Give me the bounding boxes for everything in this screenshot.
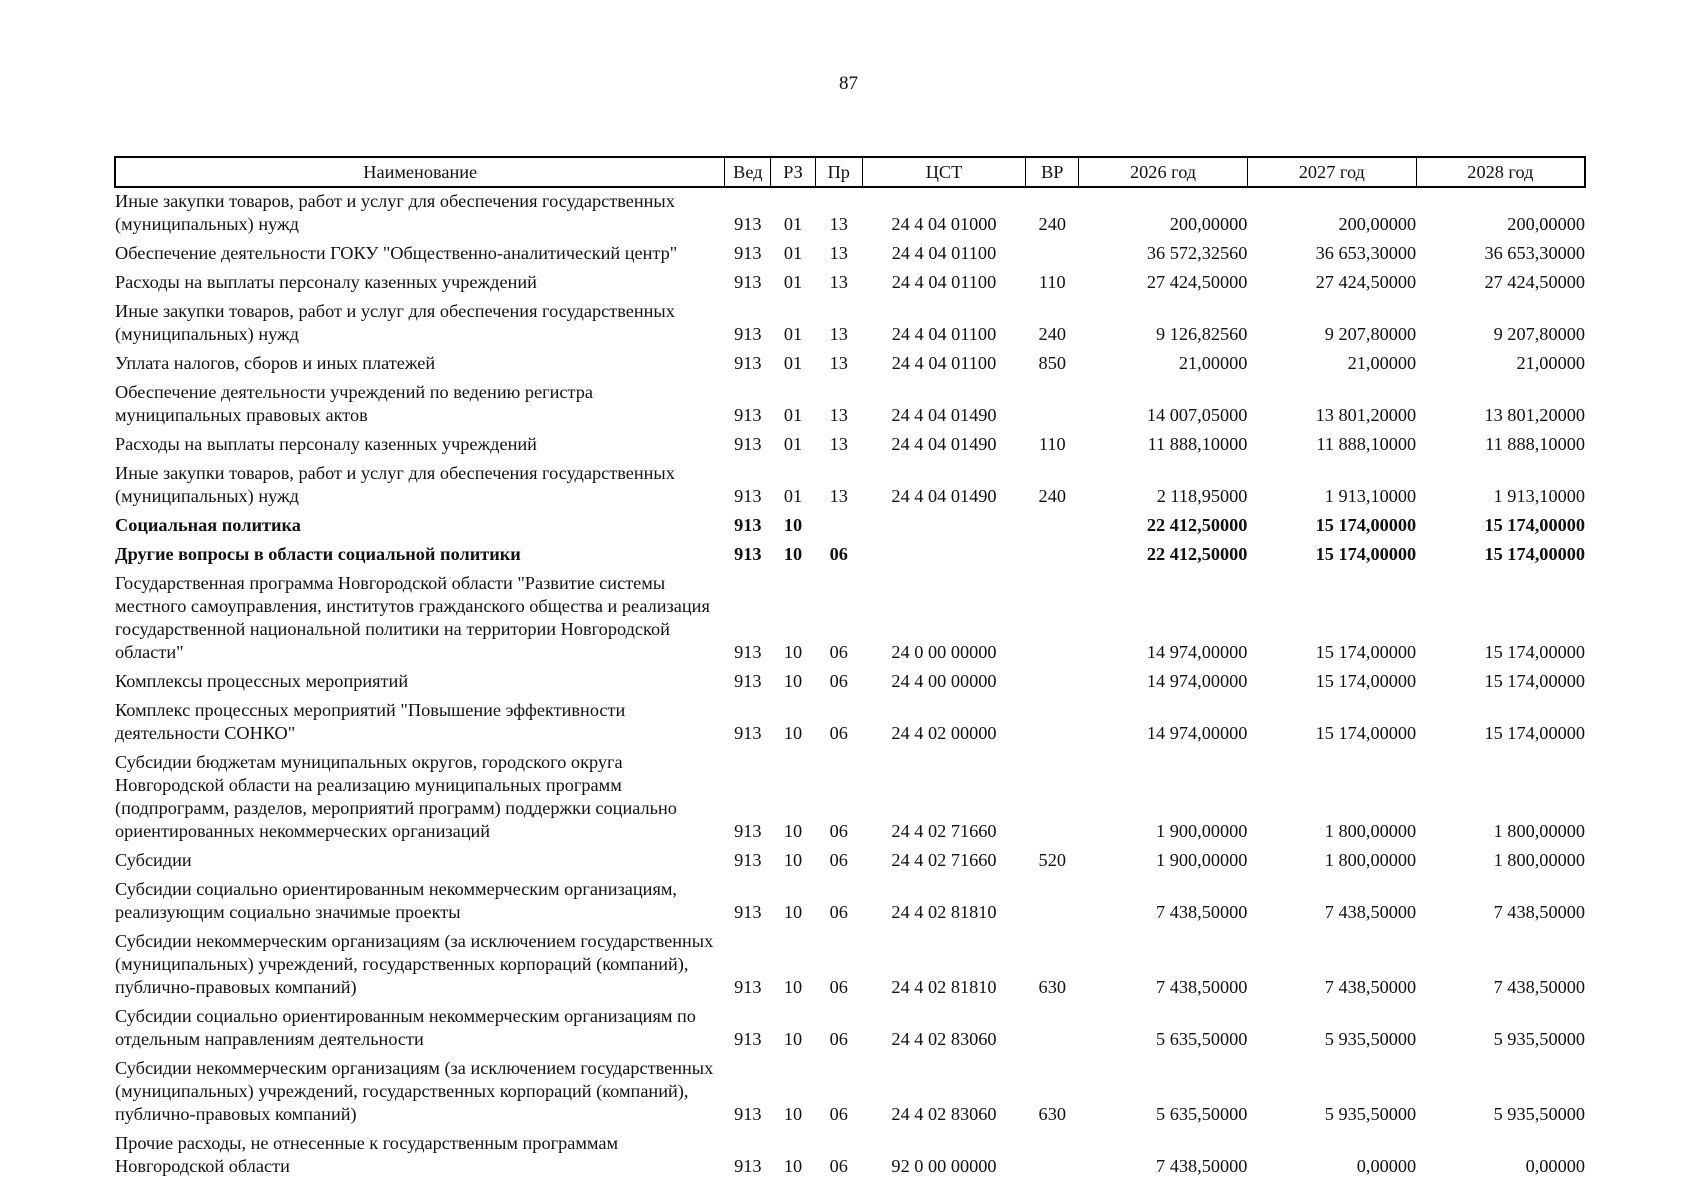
- table-header-row: [115, 157, 1585, 187]
- cell-2028: 21,00000: [1516, 353, 1585, 373]
- cell-rz: 01: [783, 272, 803, 292]
- table-row: [115, 265, 1585, 294]
- cell-2026: 22 412,50000: [1146, 515, 1248, 535]
- table-row: [115, 1051, 1585, 1126]
- cell-name: Комплекс процессных мероприятий "Повышение эффективности деятельности СОНКО": [115, 700, 626, 743]
- cell-ved: 913: [734, 214, 762, 234]
- cell-2028: 0,00000: [1525, 1156, 1585, 1176]
- cell-rz: 01: [783, 324, 803, 344]
- table-row: [115, 843, 1585, 872]
- table-row: [115, 187, 1585, 236]
- cell-pr: 13: [829, 405, 848, 425]
- cell-2028: 7 438,50000: [1493, 902, 1585, 922]
- header-2028: 2028 год: [1416, 157, 1585, 187]
- cell-vr: [1026, 999, 1079, 1051]
- header-cst: ЦСТ: [862, 157, 1026, 187]
- table-row: [115, 236, 1585, 265]
- cell-2027: 15 174,00000: [1315, 515, 1417, 535]
- table-row: [115, 999, 1585, 1051]
- cell-ved: 913: [734, 544, 762, 564]
- cell-vr: [1026, 566, 1079, 664]
- cell-vr: 520: [1038, 850, 1066, 870]
- cell-pr: 06: [829, 977, 848, 997]
- cell-rz: 10: [783, 515, 803, 535]
- cell-2027: 7 438,50000: [1324, 902, 1417, 922]
- table-row: [115, 294, 1585, 346]
- cell-vr: [1026, 508, 1079, 537]
- cell-2028: 7 438,50000: [1493, 977, 1585, 997]
- cell-2026: 14 974,00000: [1146, 671, 1248, 691]
- cell-cst: [862, 508, 1026, 537]
- cell-2027: 15 174,00000: [1315, 544, 1417, 564]
- cell-pr: 06: [829, 821, 848, 841]
- cell-rz: 10: [783, 642, 803, 662]
- cell-rz: 10: [783, 977, 803, 997]
- cell-rz: 10: [783, 821, 803, 841]
- cell-name: Социальная политика: [115, 515, 301, 535]
- cell-2026: 14 974,00000: [1146, 723, 1248, 743]
- cell-2028: 15 174,00000: [1484, 544, 1585, 564]
- cell-2028: 27 424,50000: [1484, 272, 1585, 292]
- cell-pr: 06: [829, 850, 848, 870]
- table-row: [115, 693, 1585, 745]
- cell-name: Расходы на выплаты персоналу казенных учреждений: [115, 434, 537, 454]
- cell-cst: [862, 537, 1026, 566]
- cell-ved: 913: [734, 821, 762, 841]
- cell-name: Субсидии некоммерческим организациям (за исключением государственных (муниципальных) учреждений, государственных корпораций (компаний), публично-правовых компаний): [115, 931, 714, 997]
- cell-cst: 24 4 04 01000: [891, 214, 997, 234]
- cell-cst: 24 4 02 71660: [891, 821, 997, 841]
- cell-pr: 13: [829, 324, 848, 344]
- cell-cst: 24 4 02 83060: [891, 1029, 997, 1049]
- cell-name: Обеспечение деятельности учреждений по ведению регистра муниципальных правовых актов: [115, 382, 593, 425]
- cell-ved: 913: [734, 486, 762, 506]
- page-number: 87: [839, 73, 858, 94]
- cell-pr: 06: [829, 671, 848, 691]
- cell-2028: 15 174,00000: [1484, 723, 1585, 743]
- cell-2028: 5 935,50000: [1493, 1029, 1585, 1049]
- cell-cst: 24 4 04 01490: [891, 405, 997, 425]
- cell-vr: 240: [1038, 214, 1066, 234]
- cell-cst: 24 4 04 01490: [891, 434, 997, 454]
- table-row: [115, 537, 1585, 566]
- cell-2027: 7 438,50000: [1324, 977, 1417, 997]
- cell-2026: 14 974,00000: [1146, 642, 1248, 662]
- cell-ved: 913: [734, 434, 762, 454]
- table-row: [115, 745, 1585, 843]
- cell-rz: 01: [783, 214, 803, 234]
- cell-2026: 7 438,50000: [1156, 977, 1248, 997]
- cell-vr: 110: [1038, 272, 1066, 292]
- cell-pr: 06: [829, 1156, 848, 1176]
- cell-name: Субсидии некоммерческим организациям (за исключением государственных (муниципальных) учреждений, государственных корпораций (компаний), публично-правовых компаний): [115, 1058, 714, 1124]
- cell-2026: 2 118,95000: [1156, 486, 1248, 506]
- cell-cst: 92 0 00 00000: [891, 1156, 997, 1176]
- cell-vr: 850: [1038, 353, 1066, 373]
- cell-2026: 200,00000: [1169, 214, 1248, 234]
- cell-ved: 913: [734, 642, 762, 662]
- cell-2028: 1 800,00000: [1493, 821, 1585, 841]
- header-rz: РЗ: [771, 157, 816, 187]
- cell-2026: 14 007,05000: [1146, 405, 1248, 425]
- cell-name: Комплексы процессных мероприятий: [115, 671, 409, 691]
- cell-name: Иные закупки товаров, работ и услуг для обеспечения государственных (муниципальных) нужд: [115, 301, 675, 344]
- cell-name: Субсидии бюджетам муниципальных округов, городского округа Новгородской области на реализацию муниципальных программ (подпрограмм, разделов, мероприятий программ) поддержки социально ориентированных некоммерческих организаций: [115, 752, 677, 841]
- cell-2027: 21,00000: [1347, 353, 1417, 373]
- cell-pr: 06: [829, 1104, 848, 1124]
- table-row: [115, 375, 1585, 427]
- cell-ved: 913: [734, 243, 762, 263]
- cell-2027: 0,00000: [1356, 1156, 1417, 1176]
- cell-vr: [1026, 664, 1079, 693]
- cell-cst: 24 4 02 81810: [891, 902, 997, 922]
- budget-table: [114, 156, 1586, 1178]
- cell-rz: 10: [783, 1156, 803, 1176]
- cell-2028: 15 174,00000: [1484, 642, 1585, 662]
- cell-ved: 913: [734, 902, 762, 922]
- cell-pr: [815, 508, 862, 537]
- cell-2028: 36 653,30000: [1484, 243, 1585, 263]
- table-row: [115, 508, 1585, 537]
- cell-2027: 5 935,50000: [1324, 1029, 1417, 1049]
- cell-2027: 200,00000: [1338, 214, 1417, 234]
- cell-rz: 01: [783, 243, 803, 263]
- cell-2027: 5 935,50000: [1324, 1104, 1417, 1124]
- cell-cst: 24 4 04 01100: [891, 353, 997, 373]
- cell-vr: 630: [1038, 1104, 1066, 1124]
- cell-2026: 22 412,50000: [1146, 544, 1248, 564]
- cell-cst: 24 4 02 71660: [891, 850, 997, 870]
- cell-vr: 240: [1038, 486, 1066, 506]
- cell-name: Субсидии: [115, 850, 192, 870]
- header-pr: Пр: [815, 157, 862, 187]
- cell-2028: 15 174,00000: [1484, 671, 1585, 691]
- header-name: Наименование: [115, 157, 725, 187]
- cell-vr: [1026, 693, 1079, 745]
- cell-2026: 11 888,10000: [1147, 434, 1248, 454]
- cell-2026: 21,00000: [1178, 353, 1248, 373]
- cell-cst: 24 0 00 00000: [891, 642, 997, 662]
- budget-table-container: [114, 156, 1586, 1178]
- cell-name: Субсидии социально ориентированным некоммерческим организациям, реализующим социально значимые проекты: [115, 879, 678, 922]
- cell-ved: 913: [734, 723, 762, 743]
- cell-rz: 01: [783, 353, 803, 373]
- cell-vr: [1026, 1126, 1079, 1178]
- cell-2028: 9 207,80000: [1493, 324, 1585, 344]
- cell-cst: 24 4 02 00000: [891, 723, 997, 743]
- cell-rz: 10: [783, 850, 803, 870]
- cell-rz: 10: [783, 1029, 803, 1049]
- cell-cst: 24 4 04 01100: [891, 324, 997, 344]
- cell-rz: 01: [783, 486, 803, 506]
- cell-name: Иные закупки товаров, работ и услуг для обеспечения государственных (муниципальных) нужд: [115, 191, 675, 234]
- cell-2028: 1 913,10000: [1493, 486, 1585, 506]
- cell-2026: 7 438,50000: [1156, 902, 1248, 922]
- cell-pr: 13: [829, 272, 848, 292]
- cell-ved: 913: [734, 1029, 762, 1049]
- cell-rz: 01: [783, 405, 803, 425]
- cell-pr: 13: [829, 486, 848, 506]
- cell-2028: 13 801,20000: [1484, 405, 1585, 425]
- cell-name: Прочие расходы, не отнесенные к государственным программам Новгородской области: [115, 1133, 619, 1176]
- cell-2028: 200,00000: [1507, 214, 1585, 234]
- table-row: [115, 664, 1585, 693]
- cell-vr: [1026, 236, 1079, 265]
- cell-name: Обеспечение деятельности ГОКУ "Общественно-аналитический центр": [115, 243, 678, 263]
- header-vr: ВР: [1026, 157, 1079, 187]
- cell-2027: 11 888,10000: [1316, 434, 1417, 454]
- cell-2026: 27 424,50000: [1146, 272, 1248, 292]
- cell-pr: 06: [829, 902, 848, 922]
- cell-pr: 06: [829, 723, 848, 743]
- table-row: [115, 1126, 1585, 1178]
- cell-ved: 913: [734, 1156, 762, 1176]
- cell-ved: 913: [734, 405, 762, 425]
- cell-vr: 240: [1038, 324, 1066, 344]
- cell-rz: 01: [783, 434, 803, 454]
- cell-pr: 13: [829, 214, 848, 234]
- cell-2027: 27 424,50000: [1315, 272, 1417, 292]
- cell-name: Расходы на выплаты персоналу казенных учреждений: [115, 272, 537, 292]
- cell-ved: 913: [734, 324, 762, 344]
- cell-cst: 24 4 00 00000: [891, 671, 997, 691]
- cell-cst: 24 4 02 81810: [891, 977, 997, 997]
- cell-2026: 1 900,00000: [1156, 821, 1248, 841]
- cell-cst: 24 4 04 01490: [891, 486, 997, 506]
- cell-cst: 24 4 04 01100: [891, 243, 997, 263]
- cell-2026: 7 438,50000: [1156, 1156, 1248, 1176]
- cell-2028: 1 800,00000: [1493, 850, 1585, 870]
- cell-pr: 06: [829, 1029, 848, 1049]
- cell-2026: 36 572,32560: [1146, 243, 1248, 263]
- header-ved: Вед: [725, 157, 771, 187]
- table-row: [115, 427, 1585, 456]
- table-row: [115, 456, 1585, 508]
- cell-rz: 10: [783, 1104, 803, 1124]
- cell-2028: 15 174,00000: [1484, 515, 1585, 535]
- cell-2027: 1 913,10000: [1324, 486, 1417, 506]
- table-body: [115, 187, 1585, 1178]
- cell-ved: 913: [734, 1104, 762, 1124]
- cell-rz: 10: [783, 671, 803, 691]
- cell-2027: 15 174,00000: [1315, 723, 1417, 743]
- cell-2028: 11 888,10000: [1485, 434, 1585, 454]
- cell-2026: 5 635,50000: [1156, 1029, 1248, 1049]
- cell-2026: 5 635,50000: [1156, 1104, 1248, 1124]
- cell-pr: 06: [829, 544, 848, 564]
- cell-2027: 13 801,20000: [1315, 405, 1417, 425]
- cell-pr: 13: [829, 353, 848, 373]
- cell-2028: 5 935,50000: [1493, 1104, 1585, 1124]
- cell-pr: 06: [829, 642, 848, 662]
- cell-2026: 1 900,00000: [1156, 850, 1248, 870]
- cell-2027: 1 800,00000: [1324, 821, 1417, 841]
- header-2026: 2026 год: [1079, 157, 1248, 187]
- cell-name: Субсидии социально ориентированным некоммерческим организациям по отдельным направлениям деятельности: [115, 1006, 696, 1049]
- cell-vr: [1026, 375, 1079, 427]
- cell-rz: 10: [783, 544, 803, 564]
- cell-name: Другие вопросы в области социальной политики: [115, 544, 521, 564]
- cell-2027: 9 207,80000: [1324, 324, 1417, 344]
- table-row: [115, 566, 1585, 664]
- cell-vr: [1026, 745, 1079, 843]
- cell-2027: 1 800,00000: [1324, 850, 1417, 870]
- cell-ved: 913: [734, 850, 762, 870]
- cell-cst: 24 4 04 01100: [891, 272, 997, 292]
- cell-2027: 15 174,00000: [1315, 671, 1417, 691]
- cell-ved: 913: [734, 671, 762, 691]
- cell-name: Уплата налогов, сборов и иных платежей: [115, 353, 436, 373]
- cell-rz: 10: [783, 902, 803, 922]
- table-row: [115, 924, 1585, 999]
- cell-name: Государственная программа Новгородской области "Развитие системы местного самоуправления, институтов гражданского общества и реализация государственной национальной политики на территории Новгородской области": [115, 573, 710, 662]
- cell-vr: [1026, 872, 1079, 924]
- table-row: [115, 872, 1585, 924]
- table-row: [115, 346, 1585, 375]
- cell-vr: 630: [1038, 977, 1066, 997]
- cell-name: Иные закупки товаров, работ и услуг для обеспечения государственных (муниципальных) нужд: [115, 463, 675, 506]
- cell-rz: 10: [783, 723, 803, 743]
- cell-pr: 13: [829, 243, 848, 263]
- cell-vr: [1026, 537, 1079, 566]
- cell-cst: 24 4 02 83060: [891, 1104, 997, 1124]
- header-2027: 2027 год: [1247, 157, 1416, 187]
- cell-ved: 913: [734, 515, 762, 535]
- cell-2027: 15 174,00000: [1315, 642, 1417, 662]
- cell-ved: 913: [734, 272, 762, 292]
- cell-vr: 110: [1038, 434, 1066, 454]
- cell-pr: 13: [829, 434, 848, 454]
- cell-2027: 36 653,30000: [1315, 243, 1417, 263]
- cell-2026: 9 126,82560: [1156, 324, 1248, 344]
- cell-ved: 913: [734, 977, 762, 997]
- cell-ved: 913: [734, 353, 762, 373]
